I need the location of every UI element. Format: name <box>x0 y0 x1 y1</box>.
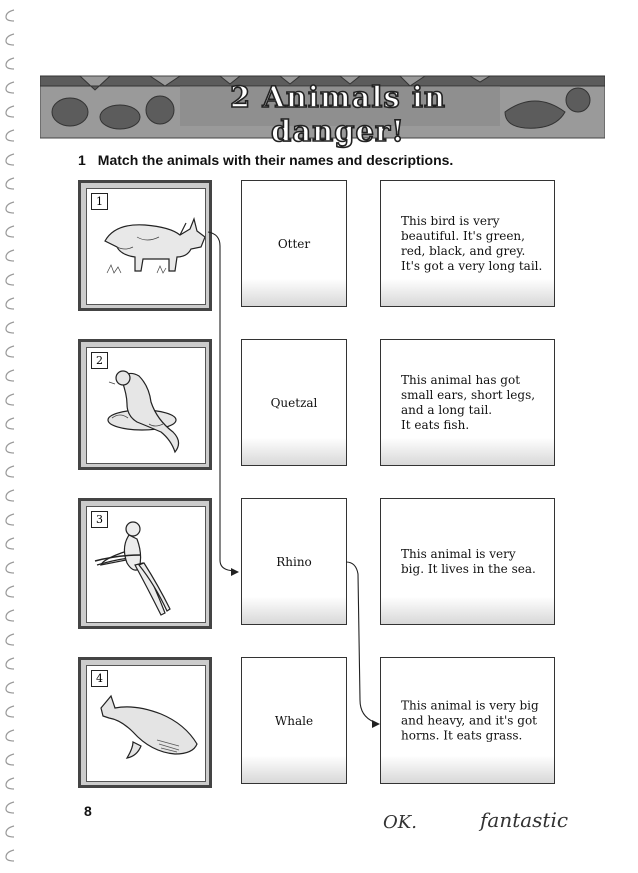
picture-number: 3 <box>91 511 108 528</box>
description-text: This animal is very big and heavy, and it's got horns. It eats grass. <box>401 698 539 742</box>
name-card-1 <box>241 180 347 307</box>
description-text: This animal is very big. It lives in the sea. <box>401 546 536 576</box>
picture-card-4 <box>78 657 212 788</box>
handwritten-note: OK. <box>383 812 417 833</box>
arrow-picture1-to-rhino <box>208 232 238 572</box>
picture-card-3 <box>78 498 212 629</box>
picture-card-1 <box>78 180 212 311</box>
name-card-2 <box>241 339 347 466</box>
description-card-3 <box>380 498 555 625</box>
instruction-text: Match the animals with their names and descriptions. <box>97 152 454 168</box>
picture-card-2 <box>78 339 212 470</box>
page-title: 2 Animals in danger! <box>230 80 446 148</box>
exercise-instruction <box>78 152 453 168</box>
description-card-4 <box>380 657 555 784</box>
handwritten-signature: fantastic <box>480 808 569 832</box>
worksheet-page <box>28 0 628 873</box>
description-card-2 <box>380 339 555 466</box>
animal-name: Whale <box>274 713 314 728</box>
picture-number: 1 <box>91 193 108 210</box>
picture-number: 4 <box>91 670 108 687</box>
animal-name: Rhino <box>276 554 312 569</box>
arrow-rhino-to-description4 <box>346 562 378 724</box>
description-card-1 <box>380 180 555 307</box>
page-number: 8 <box>84 803 92 819</box>
name-card-3 <box>241 498 347 625</box>
spiral-binding <box>0 0 22 873</box>
description-text: This bird is very beautiful. It's green, red, black, and grey. It's got a very long tail. <box>401 213 543 273</box>
animal-name: Quetzal <box>270 395 318 410</box>
name-card-4 <box>241 657 347 784</box>
picture-number: 2 <box>91 352 108 369</box>
animal-name: Otter <box>277 236 311 251</box>
description-text: This animal has got small ears, short legs, and a long tail. It eats fish. <box>401 372 536 432</box>
exercise-number: 1 <box>78 152 86 168</box>
